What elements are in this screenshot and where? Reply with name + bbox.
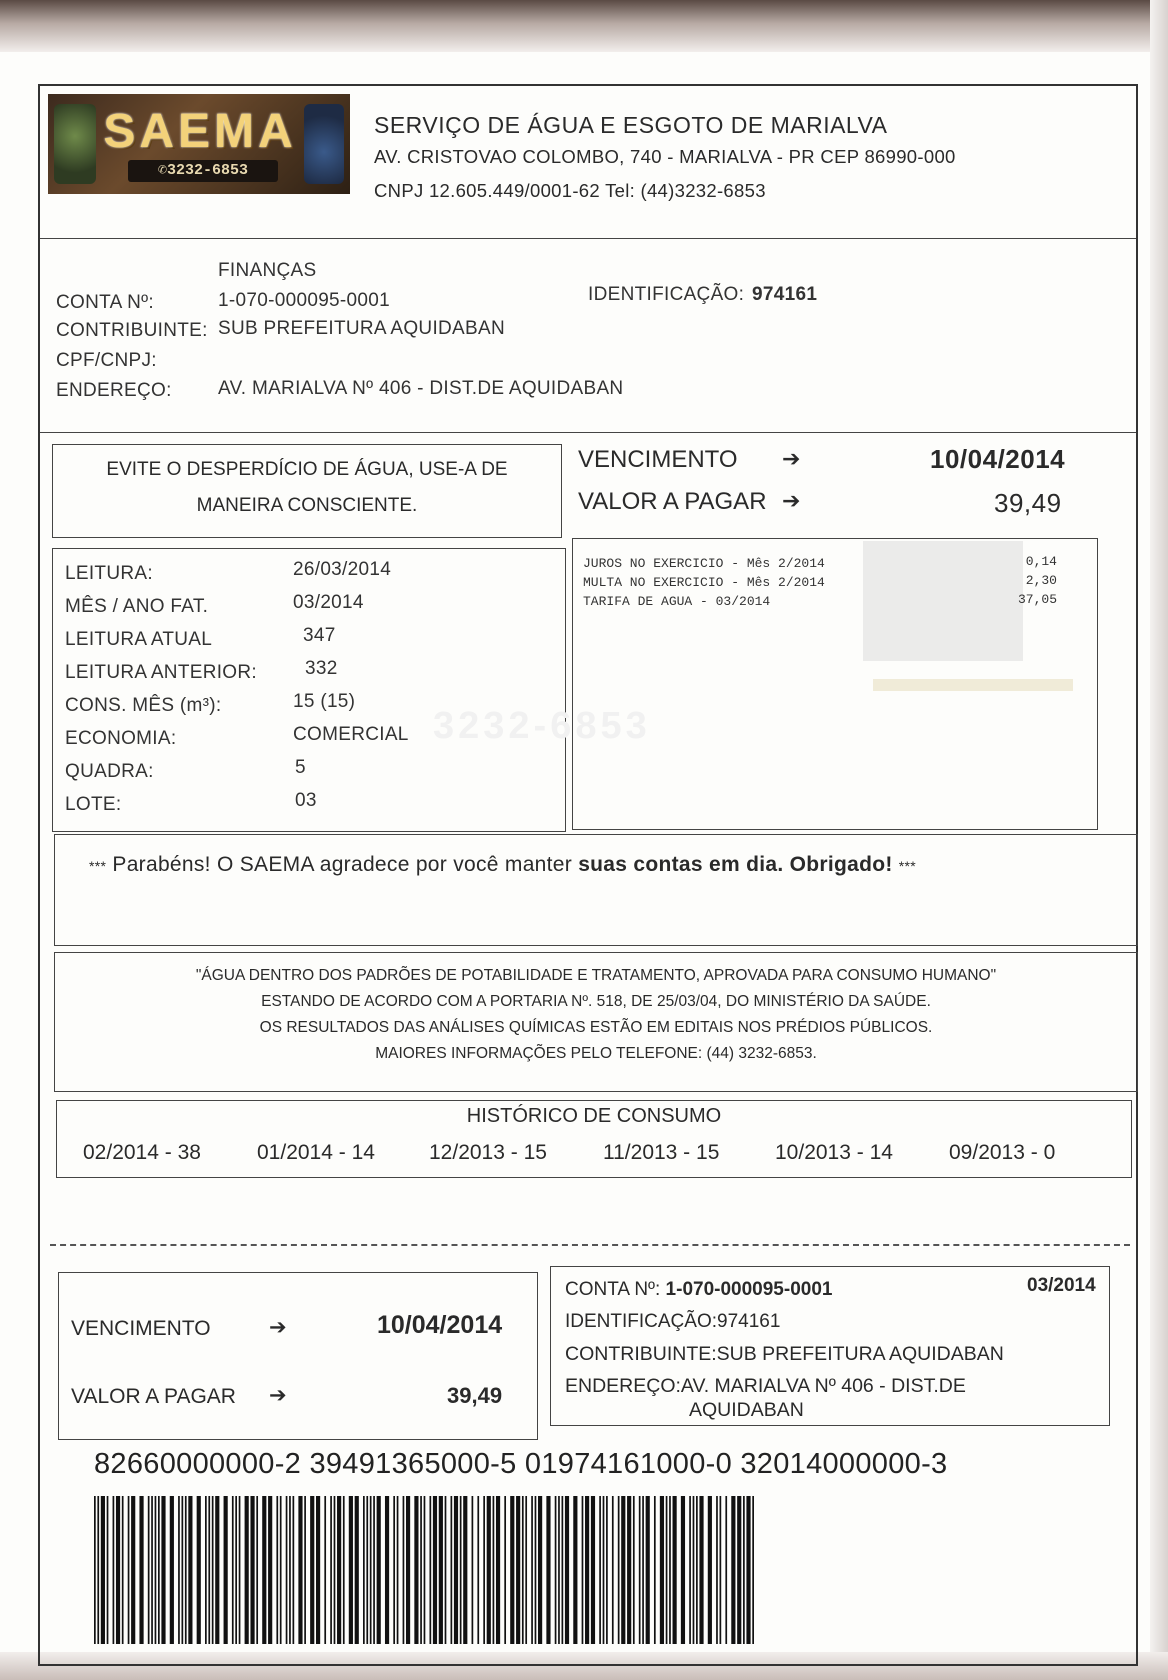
reading-row-value: 332 [305,658,338,679]
history-title: HISTÓRICO DE CONSUMO [466,1105,722,1127]
barcode-bar [414,1496,418,1644]
water-quality-box [54,952,1138,1092]
barcode-bar [107,1496,109,1644]
barcode-bar [370,1496,372,1644]
barcode-bar [555,1496,557,1644]
barcode-bar [669,1496,671,1644]
watermark-phone: 3232-6853 [433,705,651,747]
barcode-bar [158,1496,160,1644]
barcode-bar [460,1496,462,1644]
barcode-bar [454,1496,458,1644]
barcode-bar [693,1496,695,1644]
contribuinte-label: CONTRIBUINTE: [56,320,208,341]
cpf-label: CPF/CNPJ: [56,350,157,371]
barcode-bar [208,1496,210,1644]
arrow-icon: ➔ [269,1384,287,1407]
thanks-message: *** Parabéns! O SAEMA agradece por você manter suas contas em dia. Obrigado! *** [89,853,917,876]
barcode-bar [215,1496,219,1644]
thanks-box [54,834,1138,946]
charge-amount: 2,30 [1025,573,1057,588]
barcode-bar [538,1496,542,1644]
barcode-bar [621,1496,625,1644]
stub-contribuinte: CONTRIBUINTE:SUB PREFEITURA AQUIDABAN [565,1343,1004,1365]
logo-text: SAEMA [103,105,297,158]
stub-conta: CONTA Nº: 1-070-000095-0001 [565,1279,833,1300]
barcode-bar [298,1496,302,1644]
stub-payment-box [58,1272,538,1440]
reading-row-value: 5 [295,757,306,778]
notice-line-2: MANEIRA CONSCIENTE. [196,495,418,516]
barcode-bar [224,1496,228,1644]
water-bill [38,84,1138,1666]
reading-row-label: LEITURA: [65,563,153,584]
barcode-bar [310,1496,314,1644]
barcode-bar [599,1496,601,1644]
barcode-bar [666,1496,668,1644]
barcode-bar [746,1496,750,1644]
barcode-bar [716,1496,718,1644]
barcode-bar [148,1496,150,1644]
identificacao-value: 974161 [752,284,818,305]
arrow-icon: ➔ [269,1316,287,1339]
barcode-bar [603,1496,605,1644]
barcode-bar [97,1496,99,1644]
barcode-bar [673,1496,677,1644]
charge-desc: JUROS NO EXERCICIO - Mês 2/2014 [583,556,825,571]
barcode-bar [531,1496,533,1644]
reading-row-value: 26/03/2014 [293,559,392,580]
barcode-bar [420,1496,422,1644]
barcode-bar [660,1496,664,1644]
barcode-bar [546,1496,550,1644]
barcode-bar [445,1496,447,1644]
charges-panel [433,538,1098,830]
barcode-bar [708,1496,712,1644]
barcode-bar [565,1496,569,1644]
barcode-bar [113,1496,115,1644]
barcode-bar [385,1496,389,1644]
barcode-bar [585,1496,589,1644]
barcode-bar [573,1496,577,1644]
barcode-bar [337,1496,341,1644]
barcode-bar [276,1496,278,1644]
cut-line [50,1244,1130,1246]
header-divider [40,238,1136,239]
reading-panel [52,548,566,832]
quality-line: MAIORES INFORMAÇÕES PELO TELEFONE: (44) 3232-6853. [375,1045,817,1062]
barcode-bar [151,1496,153,1644]
barcode-bar [185,1496,187,1644]
valor-label: VALOR A PAGAR [578,488,767,515]
barcode-bar [182,1496,184,1644]
barcode-bar [139,1496,143,1644]
barcode-bar [101,1496,105,1644]
quality-line: "ÁGUA DENTRO DOS PADRÕES DE POTABILIDADE E TRATAMENTO, APROVADA PARA CONSUMO HUMANO" [195,967,997,984]
barcode-bar [633,1496,635,1644]
barcode-bar [696,1496,698,1644]
account-group: FINANÇAS [218,260,317,281]
stub-vencimento-label: VENCIMENTO [71,1317,211,1340]
scan-right-edge [1150,0,1168,1680]
barcode-bar [373,1496,375,1644]
conservation-notice [52,444,562,538]
reading-row-value: 347 [303,625,336,646]
reading-row-value: 03 [295,790,317,811]
barcode-bar [612,1496,614,1644]
barcode-bar [170,1496,174,1644]
barcode-bar [606,1496,608,1644]
barcode-bar [752,1496,754,1644]
barcode-bar [493,1496,495,1644]
barcode-bar [720,1496,722,1644]
charge-amount: 37,05 [1017,592,1057,607]
barcode-bar [618,1496,620,1644]
consumption-history [56,1100,1132,1178]
barcode-bar [316,1496,320,1644]
barcode-bar [94,1496,96,1644]
identificacao-label: IDENTIFICAÇÃO: [588,284,745,305]
endereco-label: ENDEREÇO: [56,380,172,401]
endereco-value: AV. MARIALVA Nº 406 - DIST.DE AQUIDABAN [218,378,624,399]
barcode-bar [403,1496,405,1644]
charge-desc: TARIFA DE AGUA - 03/2014 [583,594,771,609]
reading-row-value: 03/2014 [293,592,364,613]
barcode-bar [562,1496,564,1644]
arrow-icon: ➔ [782,446,801,471]
barcode-bar [406,1496,410,1644]
barcode-bar [699,1496,703,1644]
barcode-bar [293,1496,295,1644]
quality-line: OS RESULTADOS DAS ANÁLISES QUÍMICAS ESTÃO EM EDITAIS NOS PRÉDIOS PÚBLICOS. [259,1019,933,1036]
vencimento-label: VENCIMENTO [578,446,738,473]
barcode-bar [212,1496,214,1644]
conta-value: 1-070-000095-0001 [218,290,391,311]
scan-top-edge [0,0,1168,52]
barcode-bar [239,1496,241,1644]
barcode-bar [355,1496,359,1644]
stub-endereco-1: ENDEREÇO:AV. MARIALVA Nº 406 - DIST.DE [565,1375,966,1397]
reading-row-label: CONS. MÊS (m³): [65,695,222,716]
history-item: 10/2013 - 14 [775,1141,893,1164]
barcode-bar [131,1496,135,1644]
barcode-bar [245,1496,249,1644]
history-item: 12/2013 - 15 [429,1141,547,1164]
barcode-bar [689,1496,691,1644]
barcode-bar [522,1496,524,1644]
faded-background-image [873,679,1073,691]
left-emblem-icon [54,104,96,184]
barcode-bar [642,1496,644,1644]
barcode-bar [582,1496,584,1644]
stub-ref: 03/2014 [1027,1275,1096,1296]
barcode-bar [731,1496,735,1644]
arrow-icon: ➔ [782,488,801,513]
barcode-bar [463,1496,467,1644]
barcode-bar [235,1496,237,1644]
company-cnpj-tel: CNPJ 12.605.449/0001-62 Tel: (44)3232-6853 [374,180,766,201]
right-emblem-icon [304,104,344,184]
charge-desc: MULTA NO EXERCICIO - Mês 2/2014 [583,575,825,590]
barcode-bar [743,1496,745,1644]
barcode-bar [268,1496,272,1644]
barcode-bar [639,1496,641,1644]
barcode-bar [397,1496,399,1644]
barcode-bar [472,1496,474,1644]
saema-logo [48,94,350,194]
reading-row-label: MÊS / ANO FAT. [65,596,209,617]
logo-phone: ✆3232-6853 [128,160,278,182]
barcode-bar [304,1496,306,1644]
barcode-bar [429,1496,431,1644]
phone-icon: ✆ [157,162,167,179]
barcode-bar [681,1496,685,1644]
barcode-bar [197,1496,201,1644]
barcode-bar [256,1496,258,1644]
barcode-bar [377,1496,381,1644]
barcode-bar [116,1496,120,1644]
barcode-bar [439,1496,443,1644]
stub-valor-label: VALOR A PAGAR [71,1385,236,1408]
reading-row-label: LEITURA ANTERIOR: [65,662,257,683]
barcode-bar [262,1496,266,1644]
barcode-bar [122,1496,124,1644]
barcode-bar [343,1496,345,1644]
barcode-bar [286,1496,288,1644]
barcode-bar [363,1496,365,1644]
barcode-bar [737,1496,741,1644]
stub-vencimento-value: 10/04/2014 [377,1311,503,1339]
quality-line: ESTANDO DE ACORDO COM A PORTARIA Nº. 518, DE 25/03/04, DO MINISTÉRIO DA SAÚDE. [261,993,931,1010]
barcode-bar [591,1496,595,1644]
barcode-bar [483,1496,485,1644]
barcode-bar [155,1496,157,1644]
barcode-bar [725,1496,727,1644]
barcode-bar [232,1496,234,1644]
barcode-bar [128,1496,130,1644]
history-item: 11/2013 - 15 [603,1141,720,1164]
charge-amount: 0,14 [1025,554,1057,569]
barcode-bar [451,1496,453,1644]
barcode-bar [433,1496,437,1644]
history-item: 09/2013 - 0 [949,1141,1056,1164]
barcode-bar [646,1496,650,1644]
barcode-bar [334,1496,336,1644]
barcode-bar [393,1496,395,1644]
barcode-bar [324,1496,326,1644]
barcode [94,1496,754,1644]
barcode-bar [510,1496,514,1644]
barcode-bar [366,1496,368,1644]
barcode-bar [516,1496,520,1644]
barcode-bar [424,1496,426,1644]
company-name: SERVIÇO DE ÁGUA E ESGOTO DE MARIALVA [374,112,888,138]
valor-value: 39,49 [994,488,1062,518]
barcode-bar [654,1496,656,1644]
history-item: 01/2014 - 14 [257,1141,375,1164]
stub-endereco-2: AQUIDABAN [689,1399,804,1421]
reading-row-label: LOTE: [65,794,122,815]
barcode-bar [525,1496,527,1644]
barcode-bar [178,1496,180,1644]
barcode-bar [627,1496,631,1644]
barcode-bar [496,1496,500,1644]
contribuinte-value: SUB PREFEITURA AQUIDABAN [218,318,505,339]
barcode-bar [250,1496,254,1644]
barcode-bar [280,1496,282,1644]
stub-valor-value: 39,49 [447,1383,503,1408]
barcode-bar [487,1496,491,1644]
barcode-bar [349,1496,353,1644]
reading-row-value: COMERCIAL [293,724,409,745]
reading-row-label: LEITURA ATUAL [65,629,213,650]
barcode-digits: 82660000000-2 39491365000-5 01974161000-0 32014000000-3 [94,1448,948,1480]
account-divider [40,432,1136,433]
company-address: AV. CRISTOVAO COLOMBO, 740 - MARIALVA - PR CEP 86990-000 [374,146,956,167]
conta-label: CONTA Nº: [56,292,154,313]
barcode-bar [504,1496,506,1644]
reading-row-label: ECONOMIA: [65,728,177,749]
stub-account-box [550,1266,1110,1426]
history-item: 02/2014 - 38 [83,1141,201,1164]
barcode-bar [558,1496,560,1644]
reading-row-value: 15 (15) [293,691,356,712]
barcode-bar [188,1496,192,1644]
barcode-bar [477,1496,479,1644]
stub-identificacao: IDENTIFICAÇÃO:974161 [565,1311,781,1332]
vencimento-value: 10/04/2014 [930,444,1066,474]
barcode-bar [535,1496,537,1644]
barcode-bar [161,1496,165,1644]
reading-row-label: QUADRA: [65,761,154,782]
notice-line-1: EVITE O DESPERDÍCIO DE ÁGUA, USE-A DE [106,459,508,480]
barcode-bar [205,1496,207,1644]
barcode-bar [330,1496,332,1644]
barcode-bar [289,1496,291,1644]
